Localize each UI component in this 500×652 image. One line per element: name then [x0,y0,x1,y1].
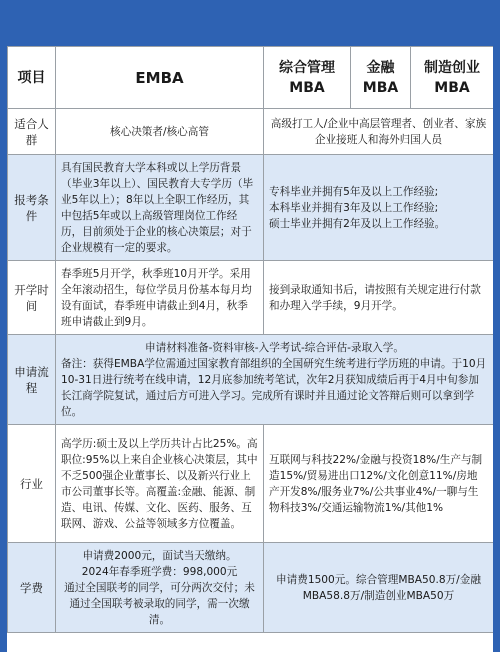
header-entrepreneur-line2: MBA [434,79,470,96]
row-process [8,335,494,425]
label-tuition: 学费 [8,543,56,633]
row-industry [8,425,494,543]
program-comparison-table [7,46,493,633]
label-start: 开学时间 [8,261,56,335]
header-finance-line1: 金融 [366,59,395,76]
label-audience: 适合人群 [8,109,56,155]
header-management-mba [264,47,351,109]
header-finance-mba [351,47,411,109]
header-finance-line2: MBA [362,79,399,96]
header-management-line2: MBA [289,79,325,96]
comparison-sheet [7,46,493,652]
header-row [8,47,494,109]
label-requirements: 报考条件 [8,155,56,261]
requirements-emba: 具有国民教育大学本科或以上学历背景（毕业3年以上）、国民教育大专学历（毕业5年以上）；8年以上全职工作经历，其中包括5年或以上高级管理岗位工作经历，目前须处于企业的核心决策层；对于企业规模有一定的要求。 [56,155,264,261]
header-entrepreneur-line1: 制造创业 [424,59,480,76]
header-emba: EMBA [56,47,264,109]
process-steps: 申请材料准备-资料审核-入学考试-综合评估-录取入学。 [145,341,404,354]
industry-mba: 互联网与科技22%/金融与投资18%/生产与制造15%/贸易进出口12%/文化创意11%/房地产开发8%/服务业7%/公共事业4%/一聊与生物科技3%/交通运输物流1%/其他1% [264,425,494,543]
start-emba: 春季班5月开学，秋季班10月开学。采用全年滚动招生，每位学员月份基本每月均设有面试，春季班申请截止到4月，秋季班申请截止到9月。 [56,261,264,335]
header-item: 项目 [8,47,56,109]
row-start [8,261,494,335]
header-entrepreneur-mba [411,47,494,109]
row-audience [8,109,494,155]
tuition-emba: 申请费2000元，面试当天缴纳。 2024年春季班学费：998,000元 通过全国联考的同学，可分两次交付；未通过全国联考被录取的同学，需一次缴清。 [56,543,264,633]
industry-emba: 高学历:硕士及以上学历共计占比25%。高职位:95%以上来自企业核心决策层，其中不乏500强企业董事长、以及新兴行业上市公司董事长等。高覆盖:金融、能源、制造、电讯、传媒、文化、医药、服务、互联网、游戏、公益等领域多方位覆盖。 [56,425,264,543]
label-industry: 行业 [8,425,56,543]
requirements-mba: 专科毕业并拥有5年及以上工作经验; 本科毕业并拥有3年及以上工作经验; 硕士毕业并拥有2年及以上工作经验。 [264,155,494,261]
row-requirements [8,155,494,261]
audience-emba: 核心决策者/核心高管 [56,109,264,155]
audience-mba: 高级打工人/企业中高层管理者、创业者、家族企业接班人和海外归国人员 [264,109,494,155]
label-process: 申请流程 [8,335,56,425]
row-tuition [8,543,494,633]
header-management-line1: 综合管理 [279,59,335,76]
process-note: 备注：获得EMBA学位需通过国家教育部组织的全国研究生统考进行学历班的申请。于10月10-31日进行统考在线申请，12月底参加统考笔试，次年2月获知成绩后再于4月中旬参加长江商学院复试，通过后方可进入学习。完成所有课时并且通过论文答辩后则可以拿到学位。 [61,357,487,418]
process-content [56,335,494,425]
start-mba: 接到录取通知书后，请按照有关规定进行付款和办理入学手续，9月开学。 [264,261,494,335]
tuition-mba: 申请费1500元。综合管理MBA50.8万/金融MBA58.8万/制造创业MBA50万 [264,543,494,633]
